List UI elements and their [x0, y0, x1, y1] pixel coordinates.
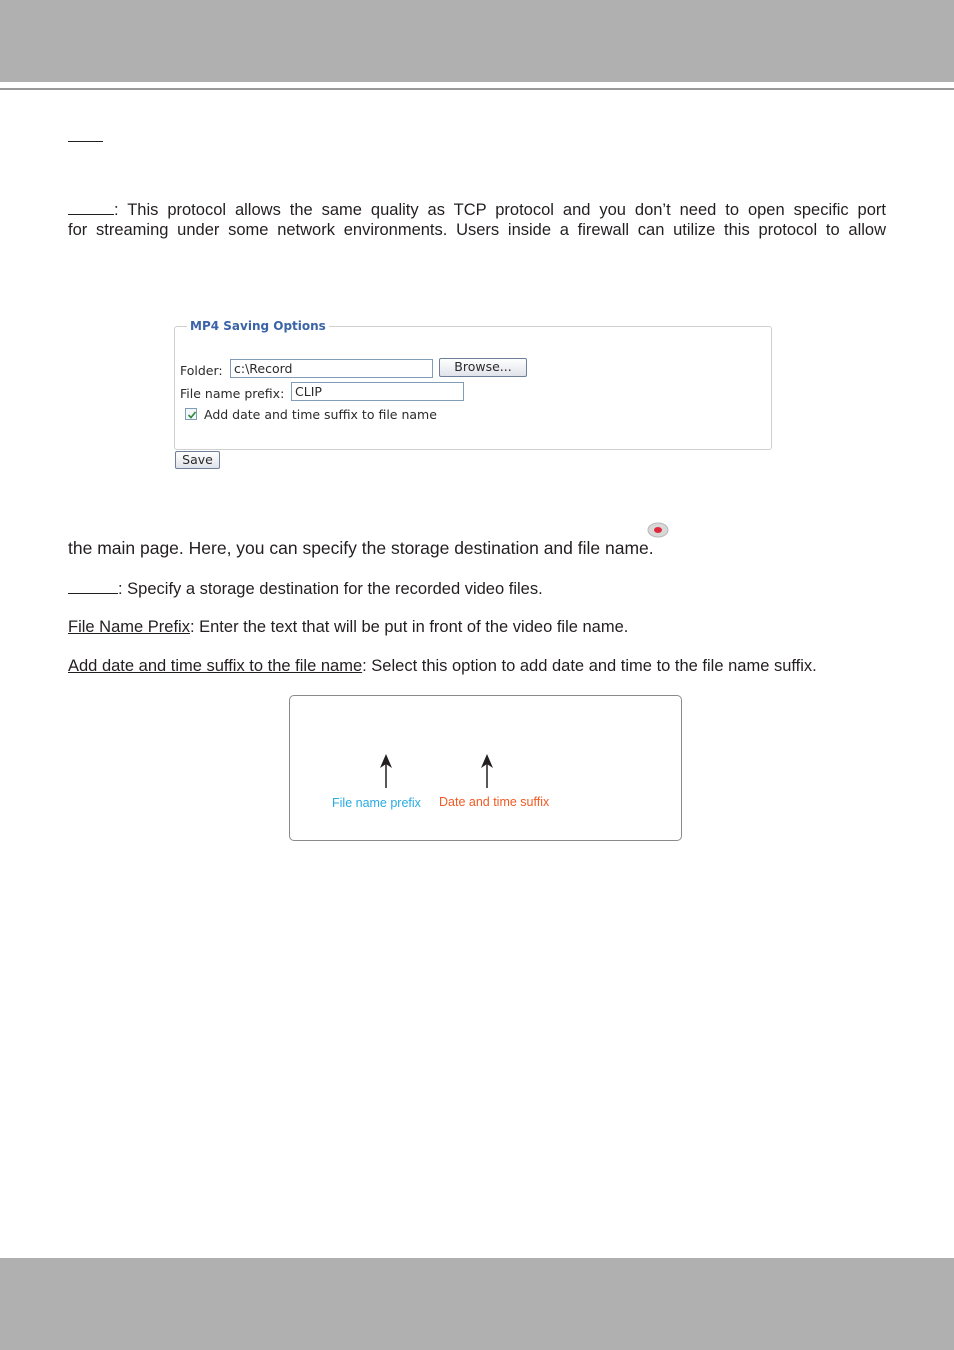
file-name-prefix-label: File name prefix:	[180, 386, 285, 401]
suffix-term: Add date and time suffix to the file name	[68, 657, 363, 675]
record-button-icon	[647, 522, 669, 538]
suffix-description	[68, 656, 886, 676]
protocol-paragraph-line2	[68, 220, 886, 240]
protocol-text-line2: for streaming under some network environments. Users inside a firewall can utilize this protocol to allow	[68, 221, 886, 239]
browse-button[interactable]: Browse...	[439, 358, 527, 377]
folder-label: Folder:	[180, 363, 223, 378]
suffix-description-text: : Select this option to add date and time to the file name suffix.	[362, 657, 817, 675]
suffix-caption: Date and time suffix	[439, 795, 550, 809]
prefix-term: File Name Prefix	[68, 618, 190, 636]
protocol-text: : This protocol allows the same quality as TCP protocol and you don’t need to open specific port	[114, 201, 886, 219]
protocol-paragraph	[68, 200, 886, 220]
mp4-saving-options-panel	[174, 319, 772, 450]
save-button[interactable]: Save	[175, 451, 220, 469]
prefix-description	[68, 617, 886, 637]
suffix-arrow-icon	[479, 754, 495, 788]
folder-description	[68, 579, 886, 599]
date-time-suffix-checkbox[interactable]	[185, 408, 197, 420]
header-band	[0, 0, 954, 82]
prefix-description-text: : Enter the text that will be put in front of the video file name.	[189, 618, 629, 636]
panel-legend: MP4 Saving Options	[187, 319, 329, 333]
date-time-suffix-label: Add date and time suffix to file name	[204, 407, 437, 422]
term-blank	[68, 213, 114, 215]
file-name-diagram	[289, 695, 682, 841]
file-name-prefix-input[interactable]: CLIP	[291, 382, 464, 401]
folder-term-blank	[68, 592, 118, 594]
footer-band	[0, 1258, 954, 1350]
section-heading-blank	[68, 141, 103, 142]
header-rule	[0, 88, 954, 90]
folder-input[interactable]: c:\Record	[230, 359, 433, 378]
prefix-arrow-icon	[378, 754, 394, 788]
prefix-caption: File name prefix	[332, 796, 421, 810]
main-page-paragraph	[68, 537, 886, 559]
main-page-text: the main page. Here, you can specify the storage destination and file name.	[68, 538, 654, 558]
check-mark-icon	[186, 409, 198, 421]
folder-description-text: : Specify a storage destination for the recorded video files.	[118, 580, 543, 598]
